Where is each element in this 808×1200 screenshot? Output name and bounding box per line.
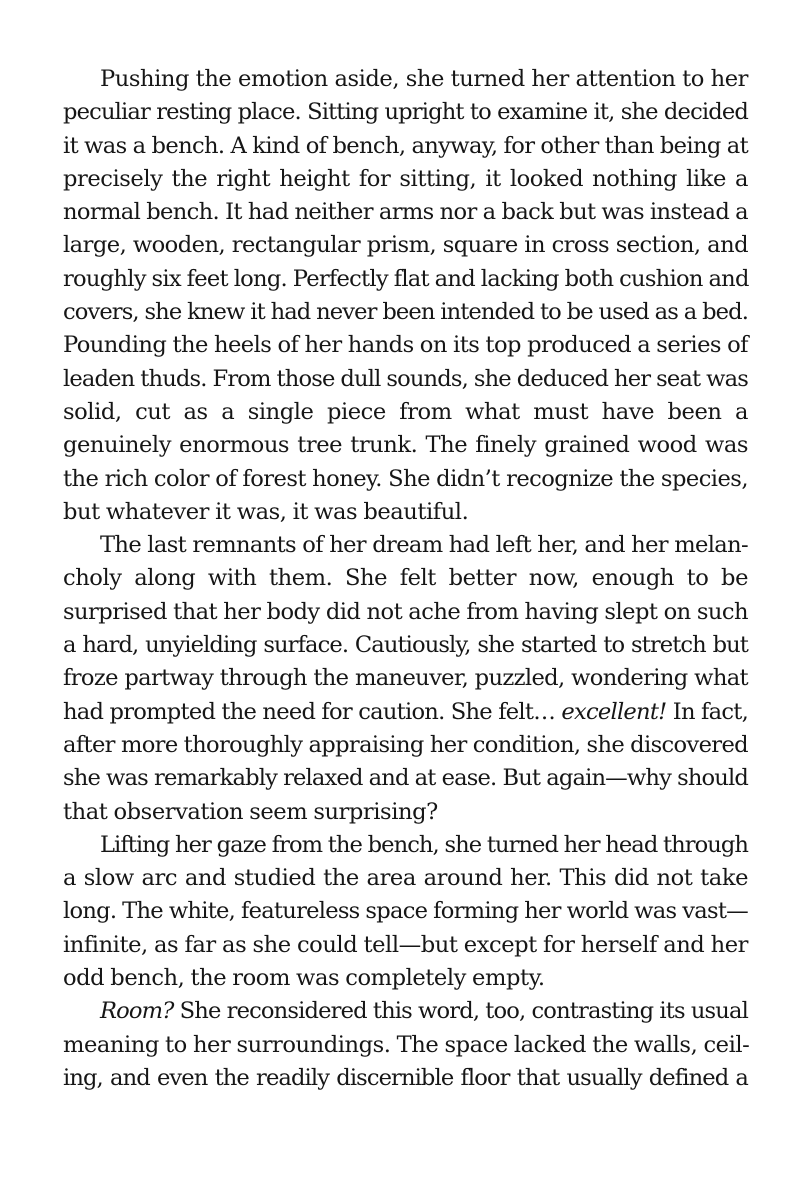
text-line: odd bench, the room was completely empty.	[63, 965, 545, 992]
paragraph-3	[63, 829, 748, 995]
text-line: but whatever it was, it was beautiful.	[63, 498, 469, 525]
text-line: after more thoroughly appraising her condition, she discovered	[63, 731, 748, 758]
text-line: the rich color of forest honey. She didn’t recognize the species,	[63, 465, 748, 492]
text-line: roughly six feet long. Perfectly flat and lacking both cushion and	[63, 265, 749, 292]
text-line: covers, she knew it had never been intended to be used as a bed.	[63, 299, 748, 326]
text-line: Room? She reconsidered this word, too, contrasting its usual	[100, 998, 748, 1025]
text-line: that observation seem surprising?	[63, 798, 438, 825]
text-line: precisely the right height for sitting, it looked nothing like a	[63, 165, 748, 192]
paragraph-4	[63, 995, 748, 1095]
text-line: peculiar resting place. Sitting upright to examine it, she decided	[63, 99, 748, 126]
text-line: Lifting her gaze from the bench, she turned her head through	[100, 831, 748, 858]
text-line: choly along with them. She felt better now, enough to be	[63, 565, 748, 592]
paragraph-2	[63, 529, 748, 829]
text-line: genuinely enormous tree trunk. The finely grained wood was	[63, 432, 748, 459]
text-line: froze partway through the maneuver, puzzled, wondering what	[63, 665, 748, 692]
text-line: it was a bench. A kind of bench, anyway, for other than being at	[63, 132, 748, 159]
text-line: long. The white, featureless space forming her world was vast—	[63, 898, 748, 925]
text-line: leaden thuds. From those dull sounds, she deduced her seat was	[63, 365, 748, 392]
text-line: ing, and even the readily discernible floor that usually defined a	[63, 1064, 748, 1091]
text-line: a slow arc and studied the area around her. This did not take	[63, 865, 748, 892]
book-page	[63, 63, 748, 1095]
text-line: infinite, as far as she could tell—but except for herself and her	[63, 931, 748, 958]
text-line: large, wooden, rectangular prism, square in cross section, and	[63, 232, 748, 259]
text-line: meaning to her surroundings. The space lacked the walls, ceil-	[63, 1031, 750, 1058]
text-line: a hard, unyielding surface. Cautiously, she started to stretch but	[63, 632, 748, 659]
text-line: normal bench. It had neither arms nor a back but was instead a	[63, 199, 748, 226]
italic-emphasis: Room?	[100, 998, 174, 1025]
text-line: The last remnants of her dream had left her, and her melan-	[100, 532, 748, 559]
text-line: solid, cut as a single piece from what must have been a	[63, 398, 748, 425]
text-line: she was remarkably relaxed and at ease. But again—why should	[63, 765, 748, 792]
text-line: had prompted the need for caution. She felt… excellent! In fact,	[63, 698, 749, 725]
text-line: Pushing the emotion aside, she turned her attention to her	[100, 66, 748, 92]
paragraph-1	[63, 63, 748, 529]
italic-emphasis: excellent!	[561, 698, 667, 725]
text-line: surprised that her body did not ache from having slept on such	[63, 598, 748, 625]
text-line: Pounding the heels of her hands on its top produced a series of	[63, 332, 748, 359]
